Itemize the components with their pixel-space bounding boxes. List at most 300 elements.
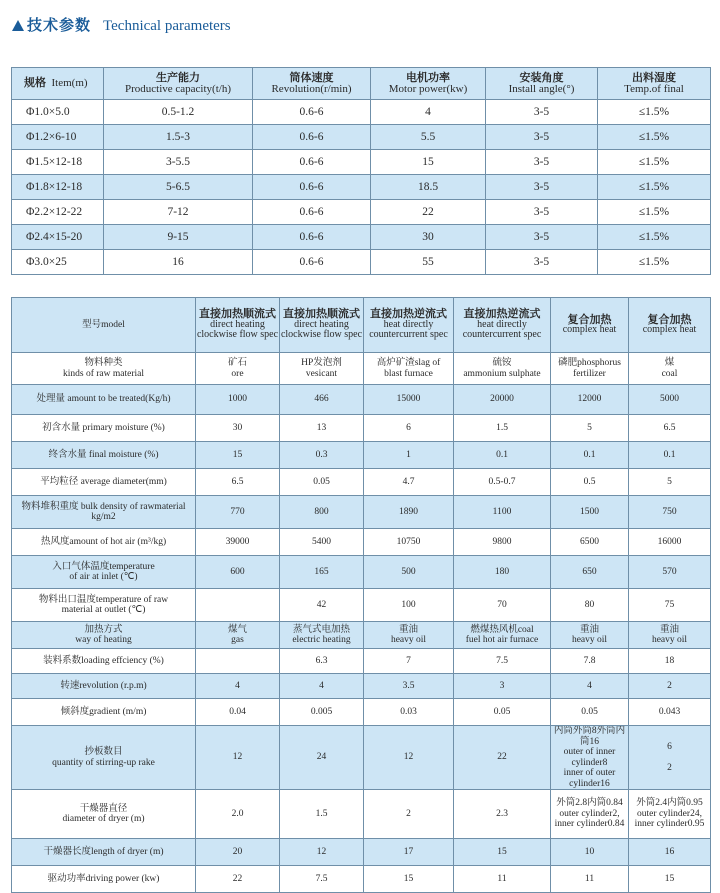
cell-line: 1100 (492, 506, 512, 517)
section-title (12, 14, 231, 35)
table-cell: ≤1.5% (598, 200, 711, 225)
row-label-line: 抄板数目 (84, 747, 123, 757)
table-cell: 0.6-6 (253, 150, 371, 175)
cell-line: 重油 (398, 624, 418, 635)
row-label (12, 496, 196, 529)
cell-line: 6500 (580, 536, 599, 547)
table-cell (364, 790, 454, 839)
row-label-line: quantity of stirring-up rake (52, 757, 155, 768)
cell-line: 1.5 (496, 422, 508, 433)
title-cn: 技术参数 (27, 18, 92, 34)
row-label-line: 热风度amount of hot air (m³/kg) (40, 536, 167, 547)
table-cell: 5.5 (371, 125, 486, 150)
cell-line: 0.03 (400, 706, 417, 717)
cell-spec: Φ1.2×6-10 (12, 125, 104, 150)
table-cell (629, 699, 711, 726)
title-en: Technical parameters (103, 18, 231, 34)
cell-line: 0.043 (658, 706, 681, 717)
table-cell (364, 556, 454, 589)
cell-line: 0.1 (583, 449, 596, 460)
table-row (12, 415, 711, 442)
table-row (12, 496, 711, 529)
table-cell: 0.6-6 (253, 175, 371, 200)
table-cell (196, 866, 280, 893)
header-capacity: 生产能力 Productive capacity(t/h) (104, 68, 253, 100)
cell-line: 17 (403, 846, 414, 857)
table-row (12, 250, 711, 275)
table-cell: 16 (104, 250, 253, 275)
table-cell (551, 866, 629, 893)
cell-line: 5 (667, 476, 672, 487)
cell-line: 煤 (664, 358, 675, 368)
table-cell (551, 649, 629, 674)
row-label (12, 839, 196, 866)
table-cell (196, 649, 280, 674)
table-cell (364, 674, 454, 699)
table-cell (454, 790, 551, 839)
table-cell (454, 353, 551, 385)
column-header (364, 298, 454, 353)
table-cell (280, 556, 364, 589)
table-cell: ≤1.5% (598, 150, 711, 175)
cell-line: 570 (662, 566, 677, 577)
header-motor-power: 电机功率 Motor power(kw) (371, 68, 486, 100)
cell-line: 12 (232, 752, 243, 763)
cell-line: 22 (232, 873, 243, 884)
cell-spec: Φ3.0×25 (12, 250, 104, 275)
cell-line: 16 (664, 846, 675, 857)
table-cell (454, 385, 551, 415)
table-cell (280, 699, 364, 726)
table-cell (196, 674, 280, 699)
table-cell (280, 622, 364, 649)
table-cell (280, 649, 364, 674)
table-cell: 3-5 (486, 250, 598, 275)
table-cell: ≤1.5% (598, 250, 711, 275)
column-header (196, 298, 280, 353)
row-label-line: 装料系数loading effciency (%) (43, 655, 164, 666)
table-cell (196, 839, 280, 866)
table-cell (280, 589, 364, 622)
table-cell: 0.6-6 (253, 125, 371, 150)
cell-line: inner of outer cylinder16 (563, 768, 616, 789)
header-temp-final: 出料湿度 Temp.of final (598, 68, 711, 100)
cell-line: 18 (664, 655, 675, 666)
table-cell (280, 674, 364, 699)
cell-line: 20 (232, 846, 243, 857)
column-header (551, 298, 629, 353)
column-header-cn: 直接加热逆流式 (370, 308, 447, 321)
table-header-row (12, 298, 711, 353)
column-header-cn: 直接加热顺流式 (199, 308, 276, 321)
table-cell (196, 699, 280, 726)
table-cell (551, 442, 629, 469)
cell-line: 42 (316, 599, 327, 610)
cell-line: inner cylinder0.95 (634, 819, 705, 830)
cell-line: 4.7 (402, 476, 415, 487)
cell-line: gas (231, 635, 244, 645)
table-cell (196, 385, 280, 415)
dryer-spec-table (11, 297, 711, 893)
column-header (454, 298, 551, 353)
row-label-line: 入口气体温度temperature (52, 561, 155, 572)
table-row (12, 556, 711, 589)
column-header-cn: 复合加热 (647, 313, 692, 326)
cell-line: heavy oil (571, 635, 608, 645)
header-model: 型号model (12, 298, 196, 353)
table-cell (364, 649, 454, 674)
table-cell (454, 674, 551, 699)
cell-line: 0.5 (583, 476, 596, 487)
table-cell (280, 839, 364, 866)
cell-line: 1890 (399, 506, 418, 517)
table-cell (364, 353, 454, 385)
row-label-line: 处理量 amount to be treated(Kg/h) (36, 394, 171, 405)
cell-line: 1 (406, 449, 411, 460)
table-cell (629, 790, 711, 839)
table-cell (629, 353, 711, 385)
table-cell (196, 529, 280, 556)
cell-line: electric heating (292, 635, 351, 645)
cell-line: 165 (314, 566, 329, 577)
cell-line: 30 (232, 422, 243, 433)
table-cell (196, 589, 280, 622)
cell-line: 15 (403, 873, 414, 884)
cell-line: vesicant (305, 368, 338, 379)
cell-line: 100 (401, 599, 416, 610)
cell-line: 外筒2.8内筒0.84 (556, 798, 623, 809)
table-cell (454, 496, 551, 529)
table-cell (551, 496, 629, 529)
row-label-line: kinds of raw material (63, 368, 144, 379)
table-cell (629, 622, 711, 649)
table-cell (454, 442, 551, 469)
table-cell (629, 496, 711, 529)
table-cell (280, 790, 364, 839)
cell-line: inner cylinder0.84 (554, 819, 625, 830)
column-header-en: direct heating clockwise flow spec (196, 318, 279, 341)
cell-line: 70 (497, 599, 507, 610)
row-label-line: 倾斜度gradient (m/m) (60, 706, 147, 717)
row-label (12, 699, 196, 726)
table-cell (454, 589, 551, 622)
cell-line: ammonium sulphate (463, 368, 541, 379)
table-cell (551, 790, 629, 839)
table-cell: 3-5 (486, 175, 598, 200)
table-row (12, 726, 711, 790)
table-cell (629, 866, 711, 893)
table-cell (280, 353, 364, 385)
row-label (12, 442, 196, 469)
row-label-line: of air at inlet (℃) (69, 572, 138, 582)
cell-line: 2 (406, 808, 411, 819)
table-cell (364, 385, 454, 415)
cell-line: 180 (494, 566, 510, 577)
table-row (12, 839, 711, 866)
cell-line: outer cylinder24, (637, 808, 702, 819)
table-cell (364, 726, 454, 790)
cell-line: 4 (235, 680, 240, 691)
row-label (12, 415, 196, 442)
cell-line: HP发泡剂 (301, 358, 342, 368)
table-cell (629, 726, 711, 790)
table-row (12, 699, 711, 726)
table-row (12, 442, 711, 469)
table-cell (551, 415, 629, 442)
table-cell: 0.6-6 (253, 225, 371, 250)
row-label (12, 589, 196, 622)
cell-line: 11 (497, 873, 507, 884)
cell-line: 4 (319, 680, 324, 691)
table-cell (629, 649, 711, 674)
column-header-en: heat directly countercurrent spec (462, 318, 542, 341)
table-cell (364, 442, 454, 469)
cell-line: 内筒外筒8外筒内筒16 (553, 726, 626, 747)
table-cell: 7-12 (104, 200, 253, 225)
table-cell (454, 726, 551, 790)
table-cell: 3-5.5 (104, 150, 253, 175)
table-cell (364, 839, 454, 866)
cell-line: fuel hot air furnace (465, 635, 539, 645)
column-header-en: direct heating clockwise flow spec (280, 318, 363, 341)
row-label (12, 790, 196, 839)
cell-line: 15 (497, 846, 507, 857)
row-label-line: 干燥器长度length of dryer (m) (43, 846, 164, 857)
table-row (12, 385, 711, 415)
table-row (12, 225, 711, 250)
table-cell (196, 726, 280, 790)
cell-line: 0.3 (315, 449, 328, 460)
cell-line: fertilizer (573, 368, 606, 379)
cell-line: ore (231, 368, 244, 379)
table-cell (551, 839, 629, 866)
cell-spec: Φ1.8×12-18 (12, 175, 104, 200)
table-cell (364, 496, 454, 529)
table-cell: 30 (371, 225, 486, 250)
table-cell: 15 (371, 150, 486, 175)
table-cell: 0.6-6 (253, 250, 371, 275)
table-cell (280, 385, 364, 415)
table-cell (196, 415, 280, 442)
cell-line: 7.5 (315, 873, 328, 884)
table-cell (629, 674, 711, 699)
table-cell: 3-5 (486, 150, 598, 175)
table-cell: 1.5-3 (104, 125, 253, 150)
cell-line: 重油 (579, 624, 599, 635)
cell-line: 2.3 (496, 808, 508, 819)
table-row (12, 125, 711, 150)
table-cell (196, 496, 280, 529)
row-label-line: 终含水量 final moisture (%) (48, 449, 159, 460)
cell-line: 466 (314, 394, 329, 405)
cell-line: 重油 (659, 624, 679, 635)
column-header-en: complex heat (642, 324, 697, 335)
cell-line: 12000 (577, 394, 602, 405)
cell-line: 0.1 (663, 449, 676, 460)
cell-line: 800 (314, 506, 329, 517)
table-cell (364, 469, 454, 496)
table-row (12, 622, 711, 649)
column-header (280, 298, 364, 353)
table-cell: 3-5 (486, 225, 598, 250)
table-cell (196, 353, 280, 385)
cell-line: 12 (316, 846, 327, 857)
cell-line: 0.05 (313, 476, 330, 487)
cell-line: 1.5 (315, 808, 328, 819)
cell-line: 15 (232, 449, 243, 460)
header-install-angle: 安装角度 Install angle(°) (486, 68, 598, 100)
cell-line: 600 (230, 566, 245, 577)
row-label-line: 干燥器直径 (79, 803, 128, 814)
cell-line: 5 (587, 422, 592, 433)
cell-line: 燃煤热风机coal (470, 624, 534, 635)
table-cell (629, 839, 711, 866)
row-label (12, 529, 196, 556)
table-cell: 0.5-1.2 (104, 100, 253, 125)
row-label (12, 726, 196, 790)
table-cell (551, 622, 629, 649)
row-label-line: diameter of dryer (m) (62, 814, 145, 824)
table-cell (629, 556, 711, 589)
table-cell: ≤1.5% (598, 125, 711, 150)
table-cell (454, 649, 551, 674)
cell-line: 770 (230, 506, 245, 517)
cell-line: 外筒2.4内筒0.95 (636, 798, 703, 809)
table-cell (454, 415, 551, 442)
cell-line: 蒸气式电加热 (292, 624, 350, 635)
column-header-cn: 复合加热 (567, 313, 612, 326)
column-header-cn: 直接加热顺流式 (283, 308, 360, 321)
cell-line: 80 (584, 599, 595, 610)
cell-line: 24 (316, 752, 327, 763)
table-cell (280, 469, 364, 496)
triangle-icon (12, 20, 24, 31)
row-label-line: 加热方式 (84, 624, 123, 635)
cell-line: 39000 (225, 536, 250, 547)
row-label-line: 平均粒径 average diameter(mm) (40, 476, 167, 487)
table-cell (551, 674, 629, 699)
cell-line: 2 (667, 762, 672, 773)
cell-line: 硫铵 (492, 358, 512, 368)
table-row (12, 100, 711, 125)
table-cell: 55 (371, 250, 486, 275)
table-cell (551, 469, 629, 496)
table-row (12, 469, 711, 496)
table-cell (454, 839, 551, 866)
cell-line: 高炉矿渣slag of (376, 358, 441, 368)
cell-line: 6 (667, 742, 672, 752)
cell-line: 0.1 (496, 449, 508, 460)
column-header (629, 298, 711, 353)
row-label-line: 初含水量 primary moisture (%) (42, 422, 165, 433)
header-item: 规格 Item(m) (12, 68, 104, 100)
table-cell (364, 529, 454, 556)
table-cell (280, 726, 364, 790)
column-header-en: heat directly countercurrent spec (369, 318, 448, 341)
row-label (12, 674, 196, 699)
cell-line: 4 (587, 680, 592, 691)
cell-line: 9800 (492, 536, 512, 547)
table-header-row (12, 68, 711, 100)
table-cell (551, 529, 629, 556)
cell-line: 5000 (660, 394, 679, 405)
cell-line: 7.5 (496, 655, 508, 666)
table-cell (629, 385, 711, 415)
cell-line: 7.8 (583, 655, 596, 666)
table-cell (454, 622, 551, 649)
cell-line: 15000 (396, 394, 421, 405)
table-cell (364, 622, 454, 649)
cell-line: 3 (499, 680, 505, 691)
row-label-line: way of heating (75, 635, 132, 645)
table-cell: 3-5 (486, 125, 598, 150)
cell-line: 2 (667, 680, 672, 691)
table-cell: 0.6-6 (253, 200, 371, 225)
cell-line: heavy oil (651, 635, 688, 645)
cell-line: blast furnace (384, 368, 433, 379)
cell-line: 矿石 (227, 358, 247, 368)
column-header-cn: 直接加热逆流式 (463, 308, 541, 321)
table-cell (629, 529, 711, 556)
table-cell (196, 469, 280, 496)
row-label-line: 物料种类 (84, 358, 123, 368)
table-cell (551, 385, 629, 415)
cell-line: coal (661, 368, 678, 379)
table-cell (280, 529, 364, 556)
cell-line: 750 (662, 506, 677, 517)
cell-line: 1500 (580, 506, 599, 517)
table-row (12, 649, 711, 674)
cell-line: 12 (403, 752, 414, 763)
table-cell: 0.6-6 (253, 100, 371, 125)
table-cell (551, 556, 629, 589)
cell-spec: Φ1.0×5.0 (12, 100, 104, 125)
cell-line: 6.5 (663, 422, 676, 433)
row-label (12, 866, 196, 893)
table-cell: ≤1.5% (598, 225, 711, 250)
row-label-line: 驱动功率driving power (kw) (47, 873, 160, 884)
row-label (12, 556, 196, 589)
row-label-line: 物料出口温度temperature of raw (38, 594, 169, 605)
table-cell (280, 496, 364, 529)
cell-line: 6 (406, 422, 411, 433)
table-cell (629, 469, 711, 496)
cell-line: 7 (406, 655, 411, 666)
cell-line: 6.5 (231, 476, 244, 487)
table-cell (196, 622, 280, 649)
table-cell (551, 699, 629, 726)
cell-line: outer of inner cylinder8 (563, 747, 616, 768)
table-row (12, 529, 711, 556)
cell-line: 0.04 (229, 706, 246, 717)
cell-line: 15 (664, 873, 675, 884)
cell-line: 2.0 (231, 808, 244, 819)
cell-line: 磷肥phosphorus (558, 358, 621, 368)
table-cell: ≤1.5% (598, 100, 711, 125)
cell-line: 0.05 (581, 706, 598, 717)
cell-line: 10750 (396, 536, 421, 547)
row-label (12, 622, 196, 649)
cell-line: 0.005 (310, 706, 333, 717)
cell-line: 500 (401, 566, 416, 577)
parameters-table (11, 67, 711, 275)
table-cell (280, 415, 364, 442)
table-row (12, 674, 711, 699)
table-cell (280, 866, 364, 893)
cell-line: 6.3 (315, 655, 328, 666)
table-cell (364, 699, 454, 726)
table-cell: 18.5 (371, 175, 486, 200)
